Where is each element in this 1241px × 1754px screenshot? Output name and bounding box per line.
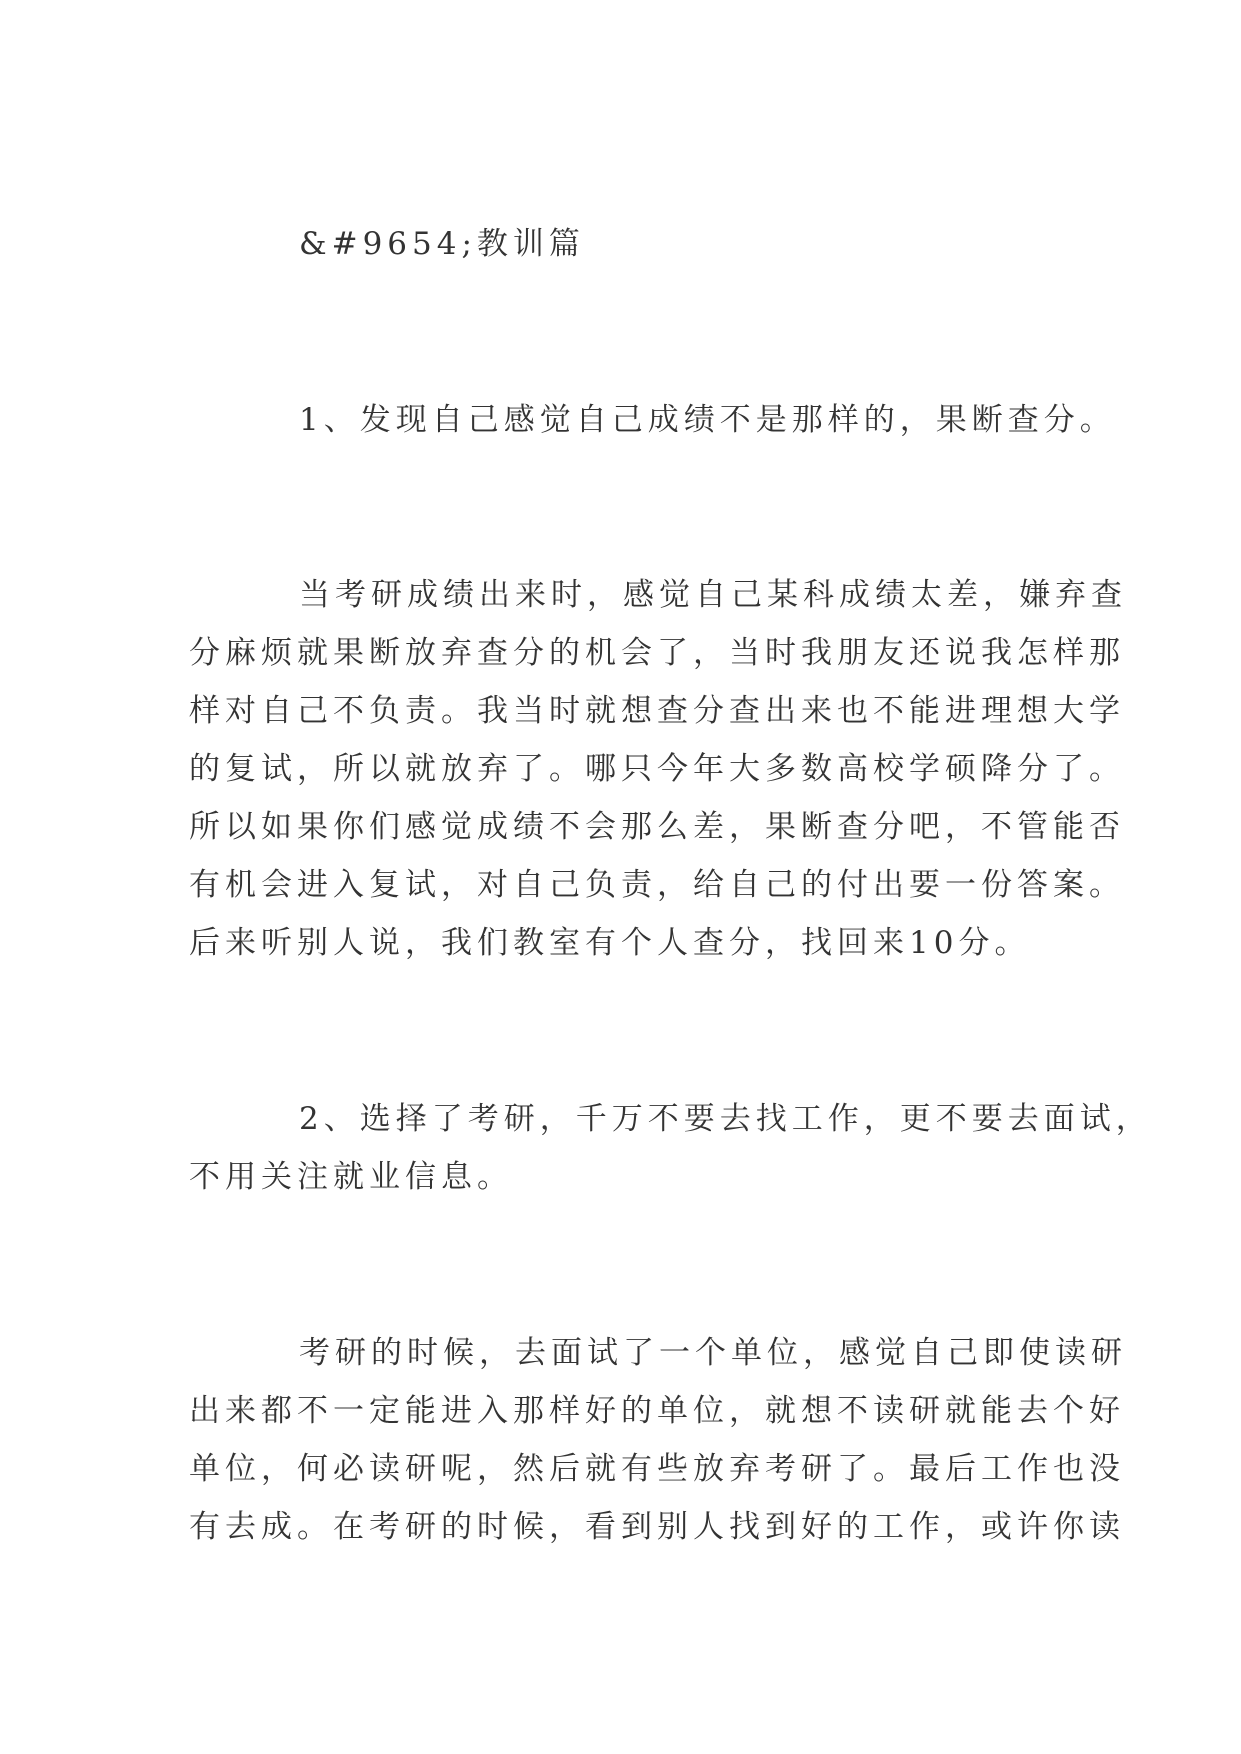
item2-title-line: 不用关注就业信息。 [189, 1159, 513, 1195]
section-heading: &#9654;教训篇 [299, 226, 585, 262]
item1-body-line: 的复试，所以就放弃了。哪只今年大多数高校学硕降分了。 [189, 751, 1125, 787]
item2-body-line: 考研的时候，去面试了一个单位，感觉自己即使读研 [299, 1335, 1127, 1371]
item2-body-line: 单位，何必读研呢，然后就有些放弃考研了。最后工作也没 [189, 1451, 1125, 1487]
item1-body-line: 所以如果你们感觉成绩不会那么差，果断查分吧，不管能否 [189, 809, 1125, 845]
item1-body-line: 当考研成绩出来时，感觉自己某科成绩太差，嫌弃查 [299, 577, 1127, 613]
item1-body-line: 后来听别人说，我们教室有个人查分，找回来10分。 [189, 925, 1031, 961]
item1-body-line: 样对自己不负责。我当时就想查分查出来也不能进理想大学 [189, 693, 1125, 729]
item1-body-line: 分麻烦就果断放弃查分的机会了，当时我朋友还说我怎样那 [189, 635, 1125, 671]
item2-body-line: 出来都不一定能进入那样好的单位，就想不读研就能去个好 [189, 1393, 1125, 1429]
item2-title-line: 2、选择了考研，千万不要去找工作，更不要去面试， [299, 1101, 1152, 1137]
item2-body-line: 有去成。在考研的时候，看到别人找到好的工作，或许你读 [189, 1509, 1125, 1545]
item1-title: 1、发现自己感觉自己成绩不是那样的，果断查分。 [299, 402, 1116, 438]
item1-body-line: 有机会进入复试，对自己负责，给自己的付出要一份答案。 [189, 867, 1125, 903]
